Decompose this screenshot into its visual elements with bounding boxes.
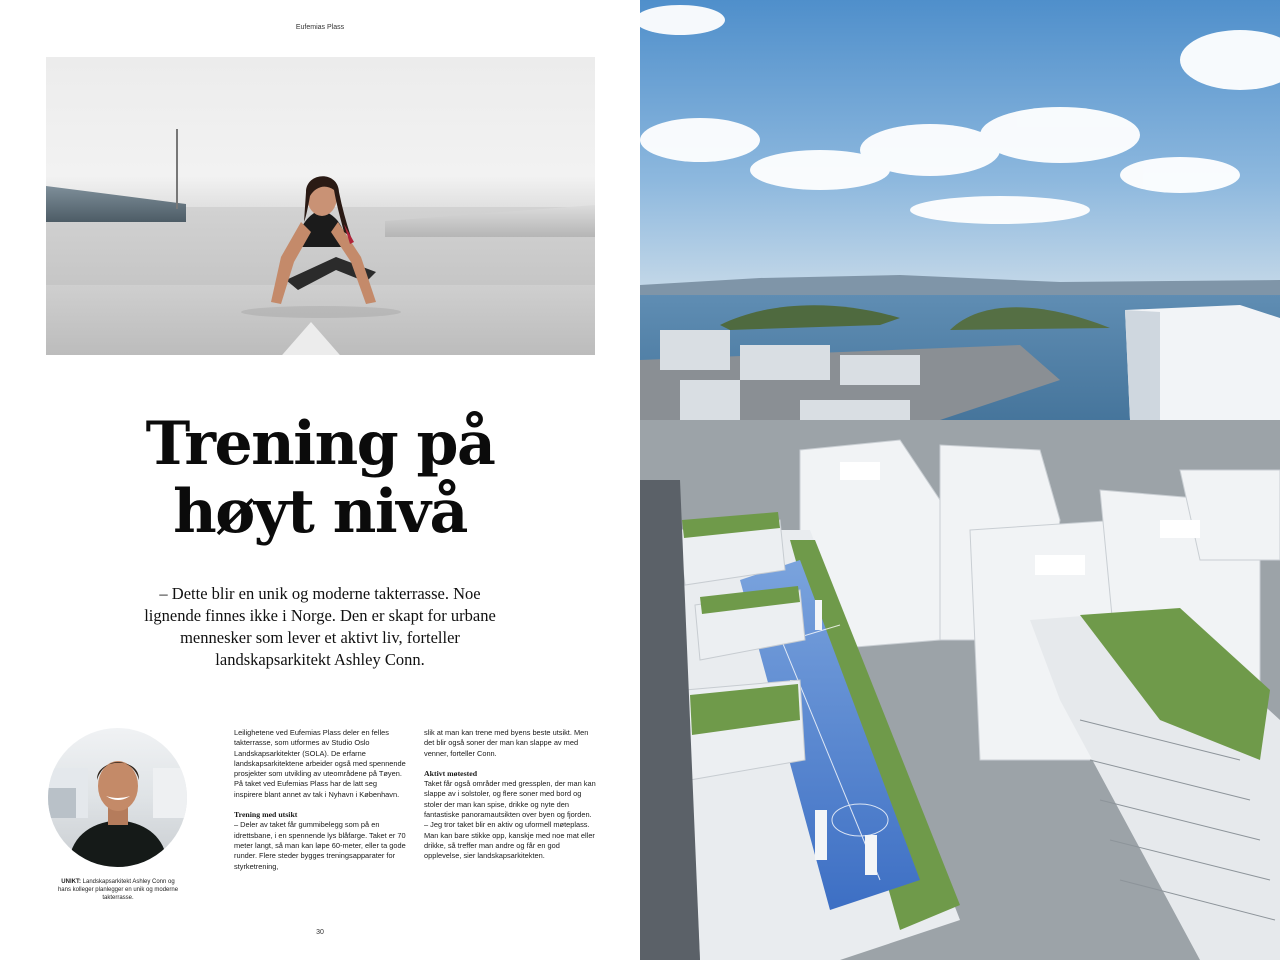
headline-line-1: Trening på bbox=[145, 409, 495, 479]
column1-subhead: Trening med utsikt bbox=[234, 810, 298, 820]
column2-paragraph-3: – Jeg tror taket blir en aktiv og uformell møteplass. Man kan bare stikke opp, kanskje med noe mat eller drikke, så treffer man andre og får en god opplevelse, sier landskapsarkitekten. bbox=[424, 820, 595, 861]
headline-line-2: høyt nivå bbox=[173, 477, 467, 547]
hero-grandstand bbox=[46, 177, 186, 222]
column2-paragraph-2: Taket får også områder med gressplen, der man kan slappe av i solstoler, og flere soner med bord og stoler der man kan spise, drikke og nyte den fantastiske panoramautsikten over byen og fjorden. bbox=[424, 779, 596, 820]
portrait-caption-text: Landskapsarkitekt Ashley Conn og hans kolleger planlegger en unik og moderne takterrasse. bbox=[57, 879, 179, 902]
running-head: Eufemias Plass bbox=[295, 24, 345, 31]
column2-paragraph-1: slik at man kan trene med byens beste utsikt. Men det blir også soner der man kan slappe av med venner, forteller Conn. bbox=[424, 728, 589, 758]
portrait-caption bbox=[55, 878, 181, 903]
headline bbox=[0, 410, 640, 546]
aerial-city-rendering bbox=[640, 0, 1280, 960]
hero-light-pole bbox=[176, 129, 178, 209]
portrait-photo-ashley-conn bbox=[48, 728, 187, 867]
man-portrait-figure bbox=[48, 728, 187, 867]
woman-pushup-figure bbox=[226, 162, 416, 322]
column1-paragraph-2: – Deler av taket får gummibelegg som på en idrettsbane, i en spennende lys blåfarge. Taket er 70 meter langt, så man kan løpe 60-meter, eller ta gode runder. Flere steder bygges treningsapparater for styrketrening, bbox=[234, 820, 406, 871]
hero-photo-pushup bbox=[46, 57, 595, 355]
page-number: 30 bbox=[316, 929, 324, 936]
column1-paragraph-1: Leilighetene ved Eufemias Plass deler en felles takterrasse, som utformes av Studio Oslo Landskapsarkitekter (SOLA). De erfarne landskapsarkitektene arbeider også med spennende prosjekter som utvikling av uteområdene på Tøyen. På taket ved Eufemias Plass har de latt seg inspirere blant annet av tak i Nyhavn i København. bbox=[234, 728, 406, 799]
body-column-2 bbox=[424, 728, 596, 872]
column2-subhead: Aktivt møtested bbox=[424, 768, 478, 778]
right-page-aerial-rendering bbox=[640, 0, 1280, 960]
body-column-1 bbox=[234, 728, 406, 882]
lede-quote: – Dette blir en unik og moderne takterrasse. Noe lignende finnes ikke i Norge. Den er skapt for urbane mennesker som lever et aktivt liv, forteller landskapsarkitekt Ashley Conn. bbox=[144, 584, 496, 669]
portrait-caption-label: UNIKT: bbox=[61, 879, 81, 885]
